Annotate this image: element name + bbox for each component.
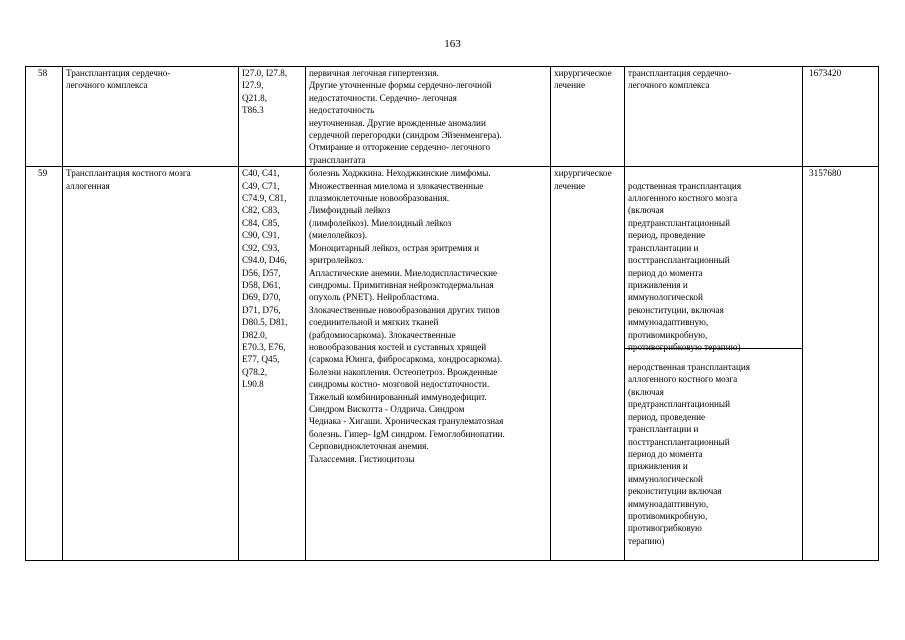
procedures-table — [25, 66, 879, 561]
icd-codes: C40, C41, C49, C71, C74.9, C81, C82, C83, C84, C85, C90, C91, C92, C93, C94.0, D46, D56, D57, D58, D61, D69, D70, D71, D76, D80.5, D81, D82.0, E70.3, E76, E77, Q45, Q78.2, L90.8 — [239, 167, 306, 560]
cost-value: 1673420 — [803, 67, 879, 167]
procedure-name: Трансплантация костного мозга аллогенная — [63, 167, 239, 560]
patient-model: первичная легочная гипертензия. Другие уточненные формы сердечно-легочной недостаточности. Сердечно- легочная недостаточность неуточненная. Другие врожденные аномалии сердечной перегородки (синдром Эйзенменгера). Отмирание и отторжение сердечно- легочного трансплантата — [306, 67, 551, 167]
treatment-type: хирургическое лечение — [551, 67, 625, 167]
treatment-method-related: родственная трансплантация аллогенного костного мозга (включая предтрансплантационный период, проведение трансплантации и посттрансплантационный период до момента приживления и иммунологической реконституции, включая иммуноадаптивную, противомикробную, противогрибковую терапию) — [625, 180, 802, 349]
cost-value: 3157680 — [803, 167, 879, 560]
table-row — [26, 67, 879, 167]
treatment-method-unrelated: неродственная трансплантация аллогенного костного мозга (включая предтрансплантационный период, проведение трансплантации и посттрансплантационный период до момента приживления и иммунологической реконституции включая иммуноадаптивную, противомикробную, противогрибковую терапию) — [628, 362, 751, 546]
patient-model: болезнь Ходжкина. Неходжкинские лимфомы. Множественная миелома и злокачественные плазмоклеточные новообразования. Лимфоидный лейкоз (лимфолейкоз). Миелоидный лейкоз (миелолейкоз). Моноцитарный лейкоз, острая эритремия и эритролейкоз. Апластические анемии. Миелодиспластические синдромы. Примитивная нейроэктодермальная опухоль (PNET). Нейробластома. Злокачественные новообразования других типов соединительной и мягких тканей (рабдомиосаркома). Злокачественные новообразования костей и суставных хрящей (саркома Юинга, фибросаркома, хондросаркома). Болезни накопления. Остеопетроз. Врожденные синдромы костно- мозговой недостаточности. Тяжелый комбинированный иммунодефицит. Синдром Вискотта - Олдрича. Синдром Чедиака - Хигаши. Хроническая гранулематозная болезнь. Гипер- IgM синдром. Гемоглобинопатии. Серповидноклеточная анемия. Талассемия. Гистиоцитозы — [306, 167, 551, 560]
table-row — [26, 167, 879, 560]
row-number: 59 — [26, 167, 63, 560]
icd-codes: I27.0, I27.8, I27.9, Q21.8, T86.3 — [239, 67, 306, 167]
page-number: 163 — [444, 38, 461, 50]
treatment-method: трансплантация сердечно- легочного комплекса — [625, 67, 803, 167]
treatment-method-cell — [625, 167, 803, 560]
procedure-name: Трансплантация сердечно- легочного комплекса — [63, 67, 239, 167]
row-number: 58 — [26, 67, 63, 167]
treatment-type: хирургическое лечение — [551, 167, 625, 560]
